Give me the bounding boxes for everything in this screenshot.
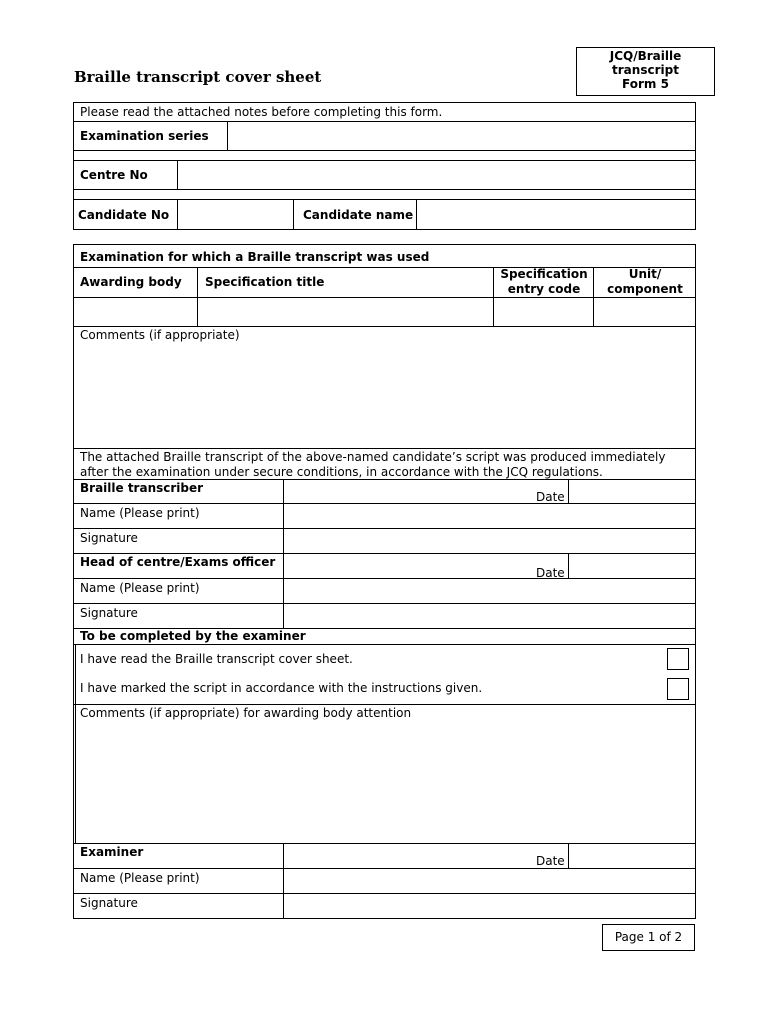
head-signature-label: Signature xyxy=(80,606,138,620)
unit-component-header: Unit/ component xyxy=(607,267,683,296)
transcriber-signature-label: Signature xyxy=(80,531,138,545)
examiner-comments-label: Comments (if appropriate) for awarding body attention xyxy=(80,706,412,720)
page-number: Page 1 of 2 xyxy=(602,924,695,951)
awarding-body-field[interactable] xyxy=(75,299,196,325)
examiner-signature-field[interactable] xyxy=(285,895,694,917)
head-date-field[interactable] xyxy=(570,555,694,577)
examiner-comments-field[interactable] xyxy=(77,722,694,842)
candidate-name-label: Candidate name xyxy=(303,208,414,222)
read-cover-sheet-checkbox[interactable] xyxy=(667,648,689,670)
check-marked-label: I have marked the script in accordance with the instructions given. xyxy=(80,681,483,695)
examination-series-field[interactable] xyxy=(229,123,694,149)
specification-entry-code-header: Specification entry code xyxy=(500,267,588,296)
candidate-no-label: Candidate No xyxy=(78,208,170,222)
head-name-field[interactable] xyxy=(285,580,694,602)
head-date-label: Date xyxy=(536,566,565,580)
form-ref-line-3: Form 5 xyxy=(622,77,669,91)
transcriber-date-label: Date xyxy=(536,490,565,504)
examiner-label: Examiner xyxy=(80,845,144,859)
check-read-label: I have read the Braille transcript cover sheet. xyxy=(80,652,353,666)
transcriber-date-field[interactable] xyxy=(570,481,694,502)
transcriber-name-field[interactable] xyxy=(285,505,694,527)
candidate-name-field[interactable] xyxy=(418,201,694,228)
form-ref-line-1: JCQ/Braille xyxy=(609,49,682,63)
braille-transcriber-label: Braille transcriber xyxy=(80,481,204,495)
marked-script-checkbox[interactable] xyxy=(667,678,689,700)
head-signature-field[interactable] xyxy=(285,605,694,627)
page-title: Braille transcript cover sheet xyxy=(74,68,322,86)
specification-title-field[interactable] xyxy=(199,299,492,325)
specification-entry-code-field[interactable] xyxy=(495,299,592,325)
transcript-statement: The attached Braille transcript of the above-named candidate’s script was produced immediately after the examination under secure conditions, in accordance with the JCQ regulations. xyxy=(80,450,666,479)
examiner-date-label: Date xyxy=(536,854,565,868)
comments-field[interactable] xyxy=(75,344,694,447)
unit-component-field[interactable] xyxy=(595,299,694,325)
head-name-label: Name (Please print) xyxy=(80,581,200,595)
centre-no-label: Centre No xyxy=(80,168,148,182)
candidate-no-field[interactable] xyxy=(179,201,292,228)
exam-section-heading: Examination for which a Braille transcript was used xyxy=(80,250,430,264)
examiner-section-heading: To be completed by the examiner xyxy=(80,629,306,643)
candidate-details-section xyxy=(0,0,768,240)
centre-no-field[interactable] xyxy=(179,162,694,188)
instructions-note: Please read the attached notes before completing this form. xyxy=(80,105,443,119)
awarding-body-header: Awarding body xyxy=(80,275,182,289)
head-of-centre-label: Head of centre/Exams officer xyxy=(80,555,276,569)
examiner-signature-label: Signature xyxy=(80,896,138,910)
examination-series-label: Examination series xyxy=(80,129,209,143)
examiner-date-field[interactable] xyxy=(570,845,694,867)
form-ref-line-2: transcript xyxy=(612,63,679,77)
comments-label: Comments (if appropriate) xyxy=(80,328,240,342)
specification-title-header: Specification title xyxy=(205,275,325,289)
examiner-name-field[interactable] xyxy=(285,870,694,892)
transcriber-signature-field[interactable] xyxy=(285,530,694,552)
transcriber-name-label: Name (Please print) xyxy=(80,506,200,520)
examiner-name-label: Name (Please print) xyxy=(80,871,200,885)
